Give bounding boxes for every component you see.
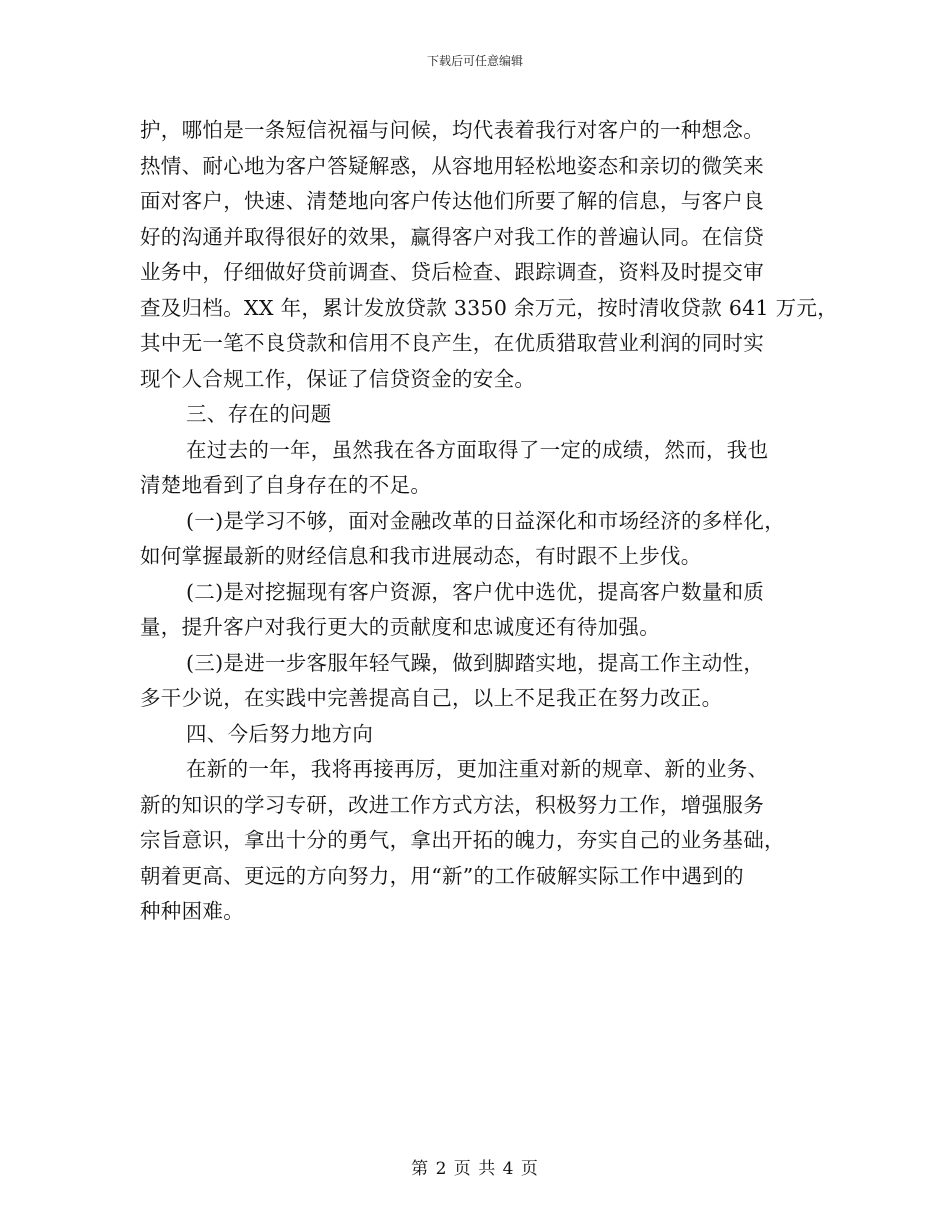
body-line: (一)是学习不够，面对金融改革的日益深化和市场经济的多样化，	[186, 508, 785, 533]
body-line: 新的知识的学习专研，改进工作方式方法，积极努力工作，增强服务	[140, 792, 764, 817]
body-line: 种种困难。	[140, 899, 244, 923]
body-line: 朝着更高、更远的方向努力，用“新”的工作破解实际工作中遇到的	[140, 863, 744, 888]
body-line: (三)是进一步客服年轻气躁，做到脚踏实地，提高工作主动性，	[186, 650, 765, 675]
body-line: 其中无一笔不良贷款和信用不良产生，在优质猎取营业利润的同时实	[140, 331, 764, 355]
body-line: 热情、耐心地为客户答疑解惑，从容地用轻松地姿态和亲切的微笑来	[140, 153, 764, 178]
body-line: 护，哪怕是一条短信祝福与问候，均代表着我行对客户的一种想念。	[140, 118, 764, 142]
body-line: 如何掌握最新的财经信息和我市进展动态，有时跟不上步伐。	[140, 544, 702, 568]
body-line: 查及归档。XX 年，累计发放贷款 3350 余万元，按时清收贷款 641 万元，	[140, 295, 839, 320]
body-line: 宗旨意识，拿出十分的勇气，拿出开拓的魄力，夯实自己的业务基础，	[140, 828, 785, 852]
body-line: 量，提升客户对我行更大的贡献度和忠诚度还有待加强。	[140, 615, 660, 639]
body-line: 现个人合规工作，保证了信贷资金的安全。	[140, 366, 536, 391]
document-body	[140, 113, 839, 930]
page-header: 下载后可任意编辑	[426, 54, 523, 68]
body-line: 在新的一年，我将再接再厉，更加注重对新的规章、新的业务、	[186, 757, 769, 781]
body-line: 清楚地看到了自身存在的不足。	[140, 473, 432, 497]
body-line: 面对客户，快速、清楚地向客户传达他们所要了解的信息，与客户良	[140, 189, 764, 213]
section-heading: 四、今后努力地方向	[186, 721, 374, 746]
page-number-footer: 第 2 页 共 4 页	[411, 1159, 539, 1179]
body-line: 业务中，仔细做好贷前调查、贷后检查、跟踪调查，资料及时提交审	[140, 260, 764, 284]
body-line: 好的沟通并取得很好的效果，赢得客户对我工作的普遍认同。在信贷	[140, 224, 764, 249]
body-line: 在过去的一年，虽然我在各方面取得了一定的成绩，然而，我也	[186, 437, 769, 462]
body-line: 多干少说，在实践中完善提高自己，以上不足我正在努力改正。	[140, 686, 723, 710]
body-line: (二)是对挖掘现有客户资源，客户优中选优，提高客户数量和质	[186, 579, 765, 604]
section-heading: 三、存在的问题	[186, 402, 332, 426]
